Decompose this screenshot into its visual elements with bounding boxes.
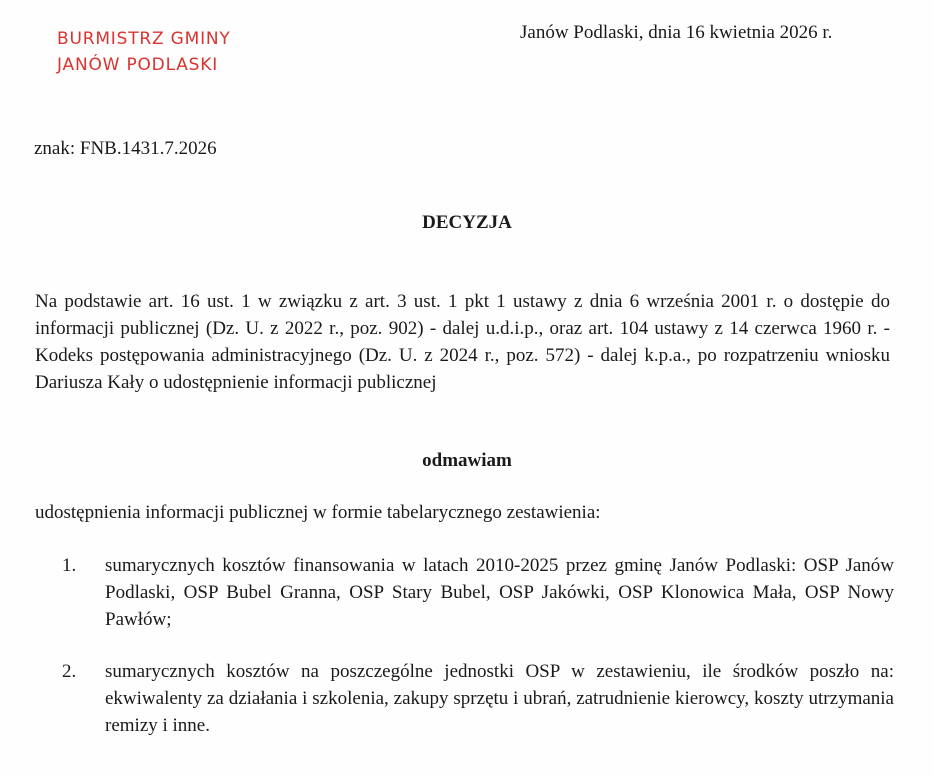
issuer-stamp [57, 26, 231, 78]
list-item [62, 658, 894, 739]
list-item-number: 1. [62, 555, 77, 576]
list-item-text: sumarycznych kosztów na poszczególne jednostki OSP w zestawieniu, ile środków poszło na: ekwiwalenty za działania i szkolenia, zakupy sprzętu i ubrań, zatrudnienie kierowcy, koszty utrzymania remizy i inne. [105, 661, 894, 736]
case-reference: znak: FNB.1431.7.2026 [34, 138, 217, 159]
list-item-number: 2. [62, 661, 77, 682]
list-item-text: sumarycznych kosztów finansowania w latach 2010-2025 przez gminę Janów Podlaski: OSP Janów Podlaski, OSP Bubel Granna, OSP Stary Bubel, OSP Jakówki, OSP Klonowica Mała, OSP Nowy Pawłów; [105, 555, 894, 630]
place-and-date: Janów Podlaski, dnia 16 kwietnia 2026 r. [520, 22, 833, 43]
stamp-line-2: JANÓW PODLASKI [57, 55, 219, 75]
list-item [62, 552, 894, 633]
decision-word: odmawiam [422, 450, 512, 471]
document-title: DECYZJA [422, 212, 512, 233]
decision-intro: udostępnienia informacji publicznej w formie tabelarycznego zestawienia: [35, 502, 601, 523]
legal-basis-paragraph: Na podstawie art. 16 ust. 1 w związku z art. 3 ust. 1 pkt 1 ustawy z dnia 6 września 2001 r. o dostępie do informacji publicznej (Dz. U. z 2022 r., poz. 902) - dalej u.d.i.p., oraz art. 104 ustawy z 14 czerwca 1960 r. - Kodeks postępowania administracyjnego (Dz. U. z 2024 r., poz. 572) - dalej k.p.a., po rozpatrzeniu wniosku Dariusza Kały o udostępnienie informacji publicznej [35, 291, 890, 393]
stamp-line-1: BURMISTRZ GMINY [57, 29, 231, 49]
